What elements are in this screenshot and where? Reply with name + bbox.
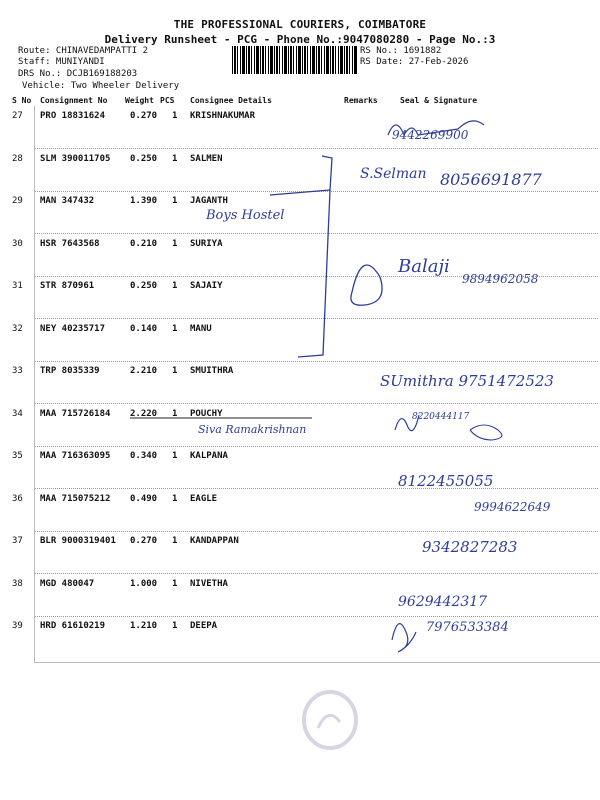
row-weight: 2.220 <box>130 408 158 419</box>
phone-27: 9442269900 <box>392 128 469 142</box>
row-weight: 0.340 <box>130 451 158 461</box>
row-consignee: SALMEN <box>190 153 223 164</box>
row-sno: 35 <box>12 451 23 461</box>
row-pcs: 1 <box>172 323 178 334</box>
signature-34b <box>470 425 502 440</box>
row-sno: 38 <box>12 578 23 589</box>
remark-29: Boys Hostel <box>206 208 285 223</box>
phone-31: 9894962058 <box>462 272 539 286</box>
phone-36: 9994622649 <box>474 500 551 514</box>
row-weight: 0.270 <box>130 111 158 121</box>
row-pcs: 1 <box>172 536 178 546</box>
row-consignee: JAGANTH <box>190 196 228 206</box>
phone-39: 7976533384 <box>426 620 509 635</box>
row-consignment-no: PRO 18831624 <box>40 111 106 121</box>
row-weight: 0.490 <box>130 493 158 504</box>
row-sno: 34 <box>12 408 23 419</box>
staff-label: Staff: MUNIYANDI <box>18 57 105 67</box>
row-weight: 0.140 <box>130 323 158 334</box>
route-label: Route: CHINAVEDAMPATTI 2 <box>18 46 149 56</box>
phone-38: 9629442317 <box>398 594 488 610</box>
row-weight: 2.210 <box>130 366 158 376</box>
row-pcs: 1 <box>172 408 178 419</box>
phone-37: 9342827283 <box>422 538 518 556</box>
signature-31 <box>351 265 382 305</box>
col-seal: Seal & Signature <box>400 96 478 105</box>
row-consignment-no: HRD 61610219 <box>40 621 106 631</box>
row-pcs: 1 <box>172 153 178 164</box>
seal-stamp <box>304 692 356 748</box>
row-weight: 1.000 <box>130 578 158 589</box>
phone-35: 8122455055 <box>398 472 494 490</box>
row-consignment-no: MGD 480047 <box>40 578 95 589</box>
col-sno: S No <box>12 96 32 105</box>
company-title: THE PROFESSIONAL COURIERS, COIMBATORE <box>173 18 427 31</box>
row-pcs: 1 <box>172 238 178 249</box>
row-consignee: EAGLE <box>190 493 218 504</box>
row-sno: 31 <box>12 281 23 291</box>
row-consignment-no: BLR 9000319401 <box>40 536 116 546</box>
sign-33: SUmithra 9751472523 <box>380 372 554 390</box>
phone-28: 8056691877 <box>440 170 542 189</box>
remark-34: Siva Ramakrishnan <box>198 423 307 436</box>
row-consignment-no: MAN 347432 <box>40 196 95 206</box>
rs-number: RS No.: 1691882 <box>360 46 442 56</box>
row-consignment-no: TRP 8035339 <box>40 366 100 376</box>
row-consignee: SURIYA <box>190 238 223 249</box>
rs-date: RS Date: 27-Feb-2026 <box>360 57 469 67</box>
row-pcs: 1 <box>172 621 178 631</box>
row-pcs: 1 <box>172 366 178 376</box>
row-consignment-no: SLM 390011705 <box>40 153 111 164</box>
row-sno: 29 <box>12 196 23 206</box>
row-consignee: DEEPA <box>190 621 218 631</box>
col-remarks: Remarks <box>344 96 378 105</box>
row-sno: 37 <box>12 536 23 546</box>
col-weight: Weight <box>125 96 154 105</box>
row-sno: 36 <box>12 493 23 504</box>
row-consignment-no: STR 870961 <box>40 281 95 291</box>
row-sno: 28 <box>12 153 23 164</box>
signature-39 <box>392 624 416 652</box>
row-consignment-no: MAA 716363095 <box>40 451 111 461</box>
row-sno: 33 <box>12 366 23 376</box>
row-pcs: 1 <box>172 451 178 461</box>
row-consignee: SMUITHRA <box>190 366 234 376</box>
row-pcs: 1 <box>172 281 178 291</box>
row-weight: 1.210 <box>130 621 158 631</box>
row-sno: 27 <box>12 111 23 121</box>
row-consignee: KANDAPPAN <box>190 536 239 546</box>
bracket-arrow <box>270 190 330 195</box>
row-weight: 0.270 <box>130 536 158 546</box>
row-consignee: KRISHNAKUMAR <box>190 111 256 121</box>
row-weight: 0.210 <box>130 238 158 249</box>
col-consignee: Consignee Details <box>190 96 272 105</box>
row-weight: 1.390 <box>130 196 158 206</box>
row-consignee: MANU <box>190 323 212 334</box>
row-weight: 0.250 <box>130 153 158 164</box>
col-consignment: Consignment No <box>40 96 108 105</box>
col-pcs: PCS <box>160 96 175 105</box>
row-consignment-no: MAA 715075212 <box>40 493 111 504</box>
row-pcs: 1 <box>172 493 178 504</box>
vehicle-label: Vehicle: Two Wheeler Delivery <box>22 81 180 91</box>
row-pcs: 1 <box>172 196 178 206</box>
bracket-stroke <box>298 156 332 357</box>
phone-34: 8220444117 <box>412 412 470 422</box>
row-pcs: 1 <box>172 578 178 589</box>
row-consignee: NIVETHA <box>190 578 228 589</box>
row-sno: 39 <box>12 621 23 631</box>
runsheet-subtitle: Delivery Runsheet - PCG - Phone No.:9047080280 - Page No.:3 <box>104 33 496 46</box>
row-consignment-no: MAA 715726184 <box>40 408 111 419</box>
row-weight: 0.250 <box>130 281 158 291</box>
row-pcs: 1 <box>172 111 178 121</box>
row-sno: 30 <box>12 238 23 249</box>
row-consignee: POUCHY <box>190 408 223 419</box>
name-28: S.Selman <box>360 166 427 182</box>
row-sno: 32 <box>12 323 23 334</box>
drs-number: DRS No.: DCJB169188203 <box>18 69 138 79</box>
row-consignee: KALPANA <box>190 451 228 461</box>
row-consignment-no: NEY 40235717 <box>40 323 106 334</box>
row-consignment-no: HSR 7643568 <box>40 238 100 249</box>
name-31: Balaji <box>398 256 450 277</box>
row-consignee: SAJAIY <box>190 281 223 291</box>
